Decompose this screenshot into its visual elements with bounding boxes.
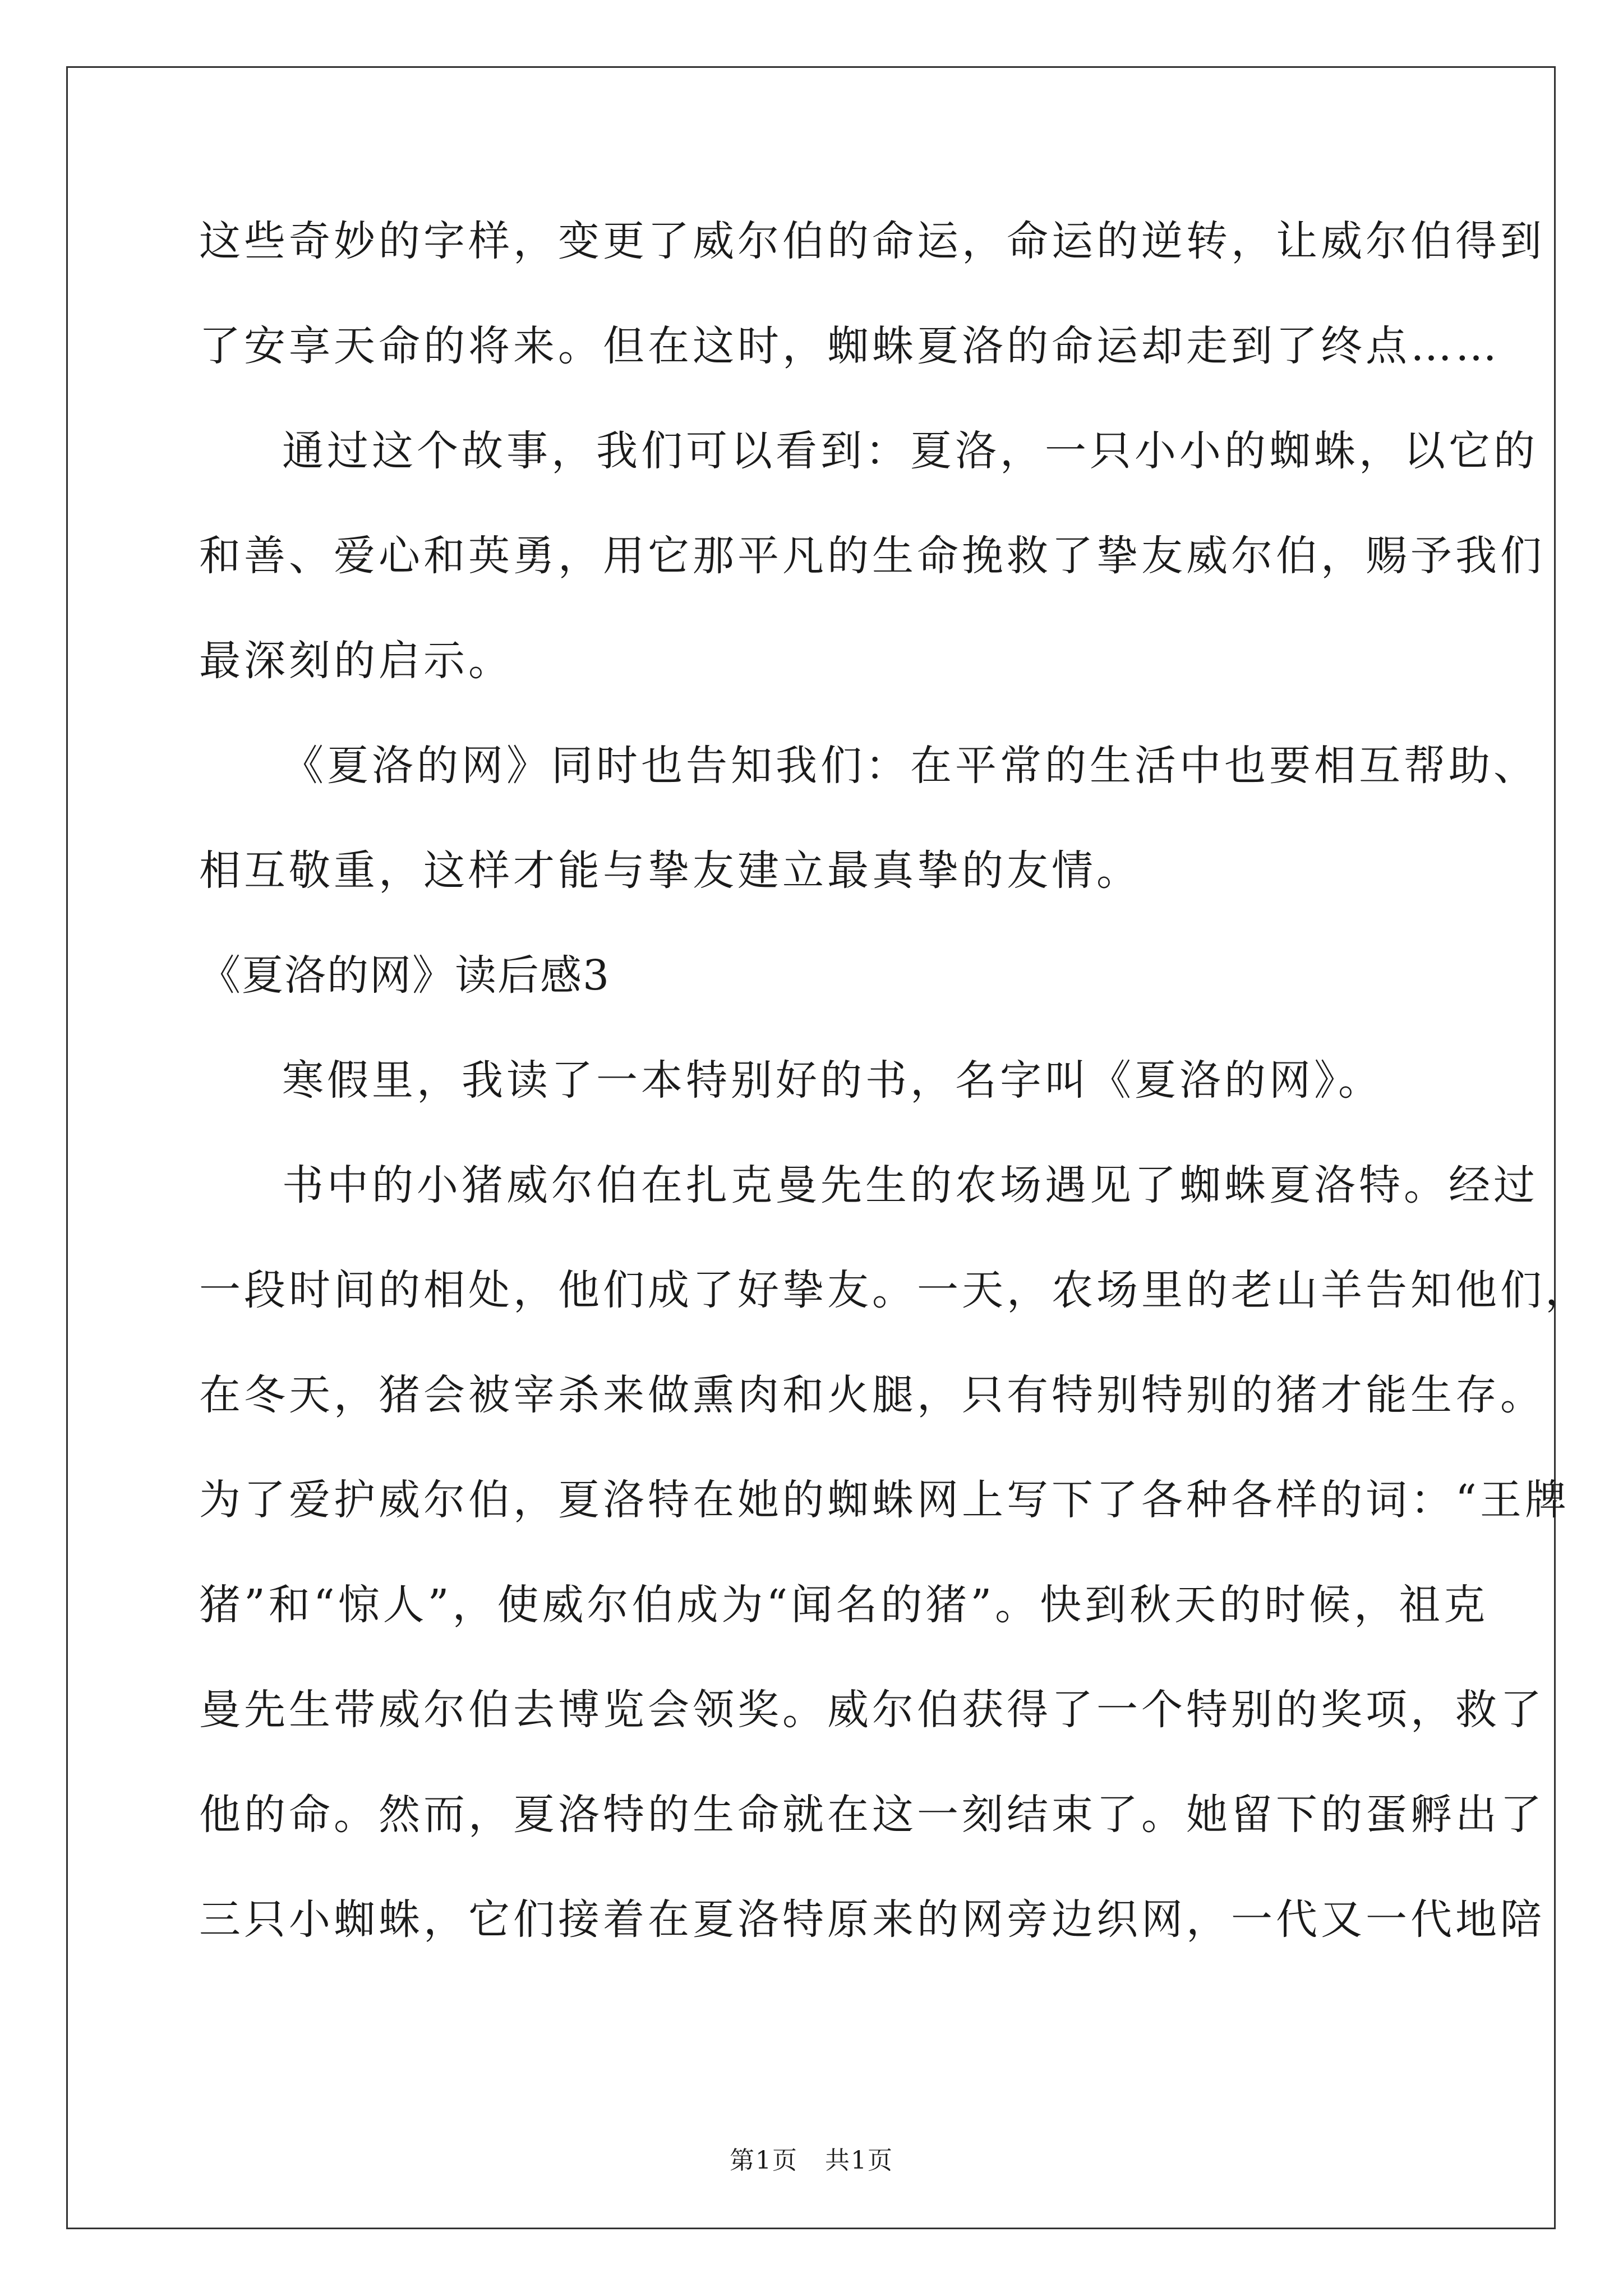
text-line: 这些奇妙的字样，变更了威尔伯的命运，命运的逆转，让威尔伯得到 xyxy=(199,217,1545,265)
text-line: 曼先生带威尔伯去博览会领奖。威尔伯获得了一个特别的奖项，救了 xyxy=(199,1686,1545,1734)
text-line: 猪”和“惊人”，使威尔伯成为“闻名的猪”。快到秋天的时候，祖克 xyxy=(199,1581,1489,1629)
section-heading: 《夏洛的网》读后感3 xyxy=(199,951,611,1000)
paragraph-start: 通过这个故事，我们可以看到：夏洛，一只小小的蜘蛛，以它的 xyxy=(282,427,1538,475)
text-line: 最深刻的启示。 xyxy=(199,637,513,685)
paragraph-start: 书中的小猪威尔伯在扎克曼先生的农场遇见了蜘蛛夏洛特。经过 xyxy=(282,1161,1538,1209)
text-line: 三只小蜘蛛，它们接着在夏洛特原来的网旁边织网，一代又一代地陪 xyxy=(199,1895,1545,1944)
text-line: 相互敬重，这样才能与挚友建立最真挚的友情。 xyxy=(199,846,1141,895)
text-line: 在冬天，猪会被宰杀来做熏肉和火腿，只有特别特别的猪才能生存。 xyxy=(199,1371,1545,1419)
text-line: 为了爱护威尔伯，夏洛特在她的蜘蛛网上写下了各种各样的词：“王牌 xyxy=(199,1476,1570,1524)
text-line: 和善、爱心和英勇，用它那平凡的生命挽救了挚友威尔伯，赐予我们 xyxy=(199,532,1545,580)
text-line: 了安享天命的将来。但在这时，蜘蛛夏洛的命运却走到了终点…… xyxy=(199,322,1500,370)
page-total: 共1页 xyxy=(825,2146,893,2175)
text-line: 一段时间的相处，他们成了好挚友。一天，农场里的老山羊告知他们， xyxy=(199,1266,1590,1314)
paragraph-start: 《夏洛的网》同时也告知我们：在平常的生活中也要相互帮助、 xyxy=(282,742,1538,790)
page-footer xyxy=(0,2144,1623,2178)
paragraph-start: 寒假里，我读了一本特别好的书，名字叫《夏洛的网》。 xyxy=(282,1056,1383,1105)
page-number: 第1页 xyxy=(730,2146,798,2175)
text-line: 他的命。然而，夏洛特的生命就在这一刻结束了。她留下的蛋孵出了 xyxy=(199,1791,1545,1839)
